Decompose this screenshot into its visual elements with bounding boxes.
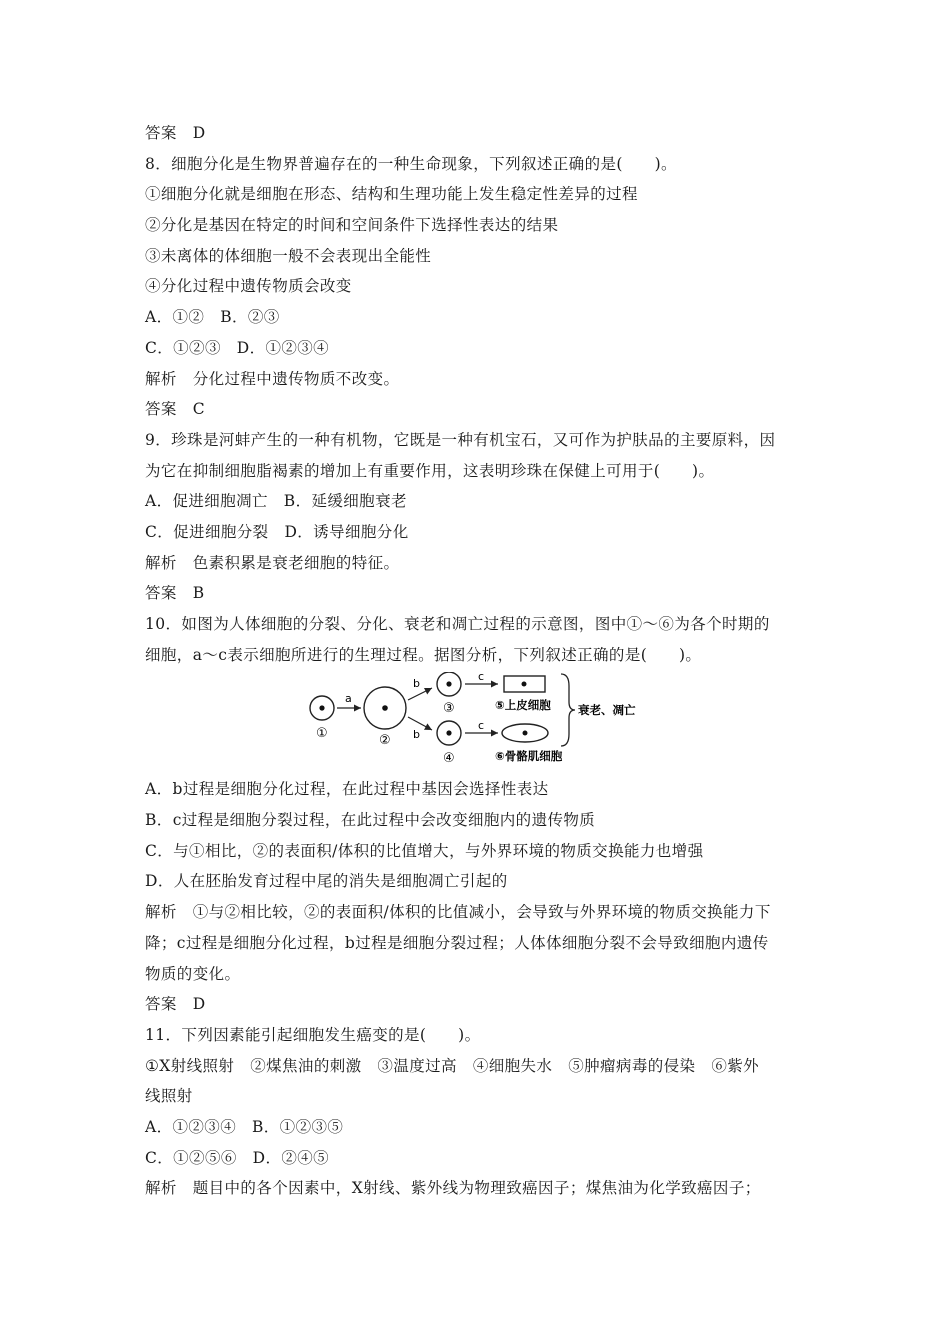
text-line: ④分化过程中遗传物质会改变 xyxy=(145,277,352,296)
arrow-a-label: a xyxy=(345,692,352,706)
cell-6-label: ⑥骨骼肌细胞 xyxy=(495,749,563,764)
cell-5-label: ⑤上皮细胞 xyxy=(495,698,551,713)
option-line: A．促进细胞凋亡 B．延缓细胞衰老 xyxy=(145,492,407,511)
option-line: C．促进细胞分裂 D．诱导细胞分化 xyxy=(145,522,409,541)
arrow-b-lower xyxy=(408,717,432,730)
cell-4-label: ④ xyxy=(443,751,455,767)
text-line: ②分化是基因在特定的时间和空间条件下选择性表达的结果 xyxy=(145,216,559,235)
question-11-stem: 11．下列因素能引起细胞发生癌变的是( )。 xyxy=(145,1025,481,1044)
option-line: A．b过程是细胞分化过程，在此过程中基因会选择性表达 xyxy=(145,780,549,799)
arrow-b-upper xyxy=(408,688,432,700)
option-line: B．c过程是细胞分裂过程，在此过程中会改变细胞内的遗传物质 xyxy=(145,811,596,830)
cell-2-label: ② xyxy=(379,733,391,749)
option-line: A．①② B．②③ xyxy=(145,308,280,327)
arrow-c-upper-label: c xyxy=(478,672,485,684)
text-line: ①细胞分化就是细胞在形态、结构和生理功能上发生稳定性差异的过程 xyxy=(145,185,638,204)
analysis-line: 解析 色素积累是衰老细胞的特征。 xyxy=(145,553,400,572)
option-line: C．与①相比，②的表面积/体积的比值增大，与外界环境的物质交换能力也增强 xyxy=(145,841,704,860)
text-block-before-figure xyxy=(145,118,815,670)
question-10-stem: 10．如图为人体细胞的分裂、分化、衰老和凋亡过程的示意图，图中①～⑥为各个时期的 xyxy=(145,615,770,633)
text-line: 物质的变化。 xyxy=(145,964,241,983)
text-line: 细胞，a～c表示细胞所进行的生理过程。据图分析，下列叙述正确的是( )。 xyxy=(145,645,702,664)
question-9-stem: 9．珍珠是河蚌产生的一种有机物，它既是一种有机宝石，又可作为护肤品的主要原料，因 xyxy=(145,430,776,449)
answer-line: 答案 C xyxy=(145,400,205,419)
text-line: 为它在抑制细胞脂褐素的增加上有重要作用，这表明珍珠在保健上可用于( )。 xyxy=(145,461,715,480)
cell-1-nucleus xyxy=(319,706,324,711)
option-line: D．人在胚胎发育过程中尾的消失是细胞凋亡引起的 xyxy=(145,872,508,891)
document-page xyxy=(145,118,815,1204)
cell-4-nucleus xyxy=(446,731,451,736)
option-line: C．①②③ D．①②③④ xyxy=(145,338,330,357)
cell-1-label: ① xyxy=(316,726,328,742)
analysis-line: 解析 分化过程中遗传物质不改变。 xyxy=(145,369,400,388)
arrow-c-lower-label: c xyxy=(478,719,485,733)
question-8-stem: 8．细胞分化是生物界普遍存在的一种生命现象，下列叙述正确的是( )。 xyxy=(145,154,677,173)
cell-3-nucleus xyxy=(446,682,451,687)
arrow-b-lower-label: b xyxy=(413,728,420,742)
option-line: C．①②⑤⑥ D．②④⑤ xyxy=(145,1148,330,1167)
cell-2-nucleus xyxy=(382,706,388,712)
text-line: 答案 D xyxy=(145,124,206,142)
cell-process-diagram xyxy=(145,672,815,770)
bracket-label: 衰老、凋亡 xyxy=(578,703,636,718)
text-block-after-figure xyxy=(145,774,815,1204)
arrow-b-upper-label: b xyxy=(413,677,420,691)
cell-3-label: ③ xyxy=(443,701,455,717)
text-line: 降；c过程是细胞分化过程，b过程是细胞分裂过程；人体体细胞分裂不会导致细胞内遗传 xyxy=(145,933,769,952)
option-line: A．①②③④ B．①②③⑤ xyxy=(145,1117,344,1136)
analysis-line: 解析 ①与②相比较，②的表面积/体积的比值减小，会导致与外界环境的物质交换能力下 xyxy=(145,903,771,922)
cell-6-nucleus xyxy=(523,731,528,736)
grouping-bracket xyxy=(561,674,575,746)
answer-line: 答案 D xyxy=(145,995,206,1014)
cell-5-nucleus xyxy=(522,682,527,687)
text-line: ③未离体的体细胞一般不会表现出全能性 xyxy=(145,246,432,265)
diagram-svg xyxy=(305,672,655,770)
text-line: 线照射 xyxy=(145,1087,193,1106)
analysis-line: 解析 题目中的各个因素中，X射线、紫外线为物理致癌因子；煤焦油为化学致癌因子； xyxy=(145,1179,761,1198)
answer-line: 答案 B xyxy=(145,584,205,603)
text-line: ①X射线照射 ②煤焦油的刺激 ③温度过高 ④细胞失水 ⑤肿瘤病毒的侵染 ⑥紫外 xyxy=(145,1056,760,1075)
